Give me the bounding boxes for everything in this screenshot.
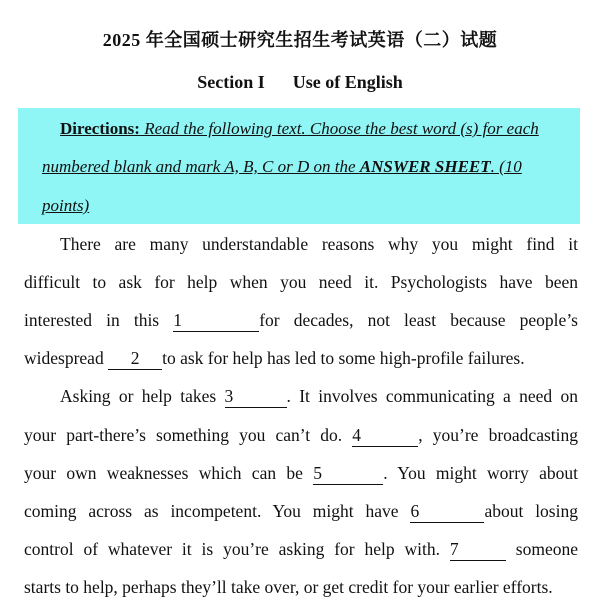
directions-label: Directions: <box>60 119 140 138</box>
blank-7[interactable]: 7 <box>450 541 506 561</box>
passage-line: your part-there’s something you can’t do. 4 , you’re broadcasting <box>24 425 578 445</box>
passage-line: widespread 2 to ask for help has led to some high-profile failures. <box>24 348 525 368</box>
directions-line-2: numbered blank and mark A, B, C or D on the ANSWER SHEET. (10 <box>42 157 522 176</box>
passage-line: control of whatever it is you’re asking for help with. 7 someone <box>24 539 578 559</box>
passage-line: coming across as incompetent. You might have 6 about losing <box>24 501 578 521</box>
exam-title: 2025 年全国硕士研究生招生考试英语（二）试题 <box>102 30 498 50</box>
blank-3[interactable]: 3 <box>225 388 287 408</box>
passage-line: your own weaknesses which can be 5 . You might worry about <box>24 463 578 483</box>
blank-2[interactable]: 2 <box>108 350 162 370</box>
blank-5[interactable]: 5 <box>313 465 383 485</box>
passage-line: difficult to ask for help when you need it. Psychologists have been <box>24 272 578 292</box>
passage-line: interested in this 1 for decades, not least because people’s <box>24 310 578 330</box>
section-title: Use of English <box>292 72 403 92</box>
passage-line: Asking or help takes 3 . It involves communicating a need on <box>60 386 579 406</box>
passage-line: There are many understandable reasons why you might find it <box>60 234 578 254</box>
blank-1[interactable]: 1 <box>173 312 259 332</box>
answer-sheet-emphasis: ANSWER SHEET <box>359 157 491 176</box>
blank-4[interactable]: 4 <box>352 427 418 447</box>
blank-6[interactable]: 6 <box>410 503 484 523</box>
directions-box <box>18 108 580 224</box>
section-label: Section I <box>197 72 265 92</box>
section-heading <box>0 72 600 93</box>
directions-line-3: points) <box>42 196 90 215</box>
directions-line-1: Directions: Read the following text. Choose the best word (s) for each <box>60 119 539 138</box>
passage-line: starts to help, perhaps they’ll take over, or get credit for your earlier efforts. <box>24 577 553 597</box>
